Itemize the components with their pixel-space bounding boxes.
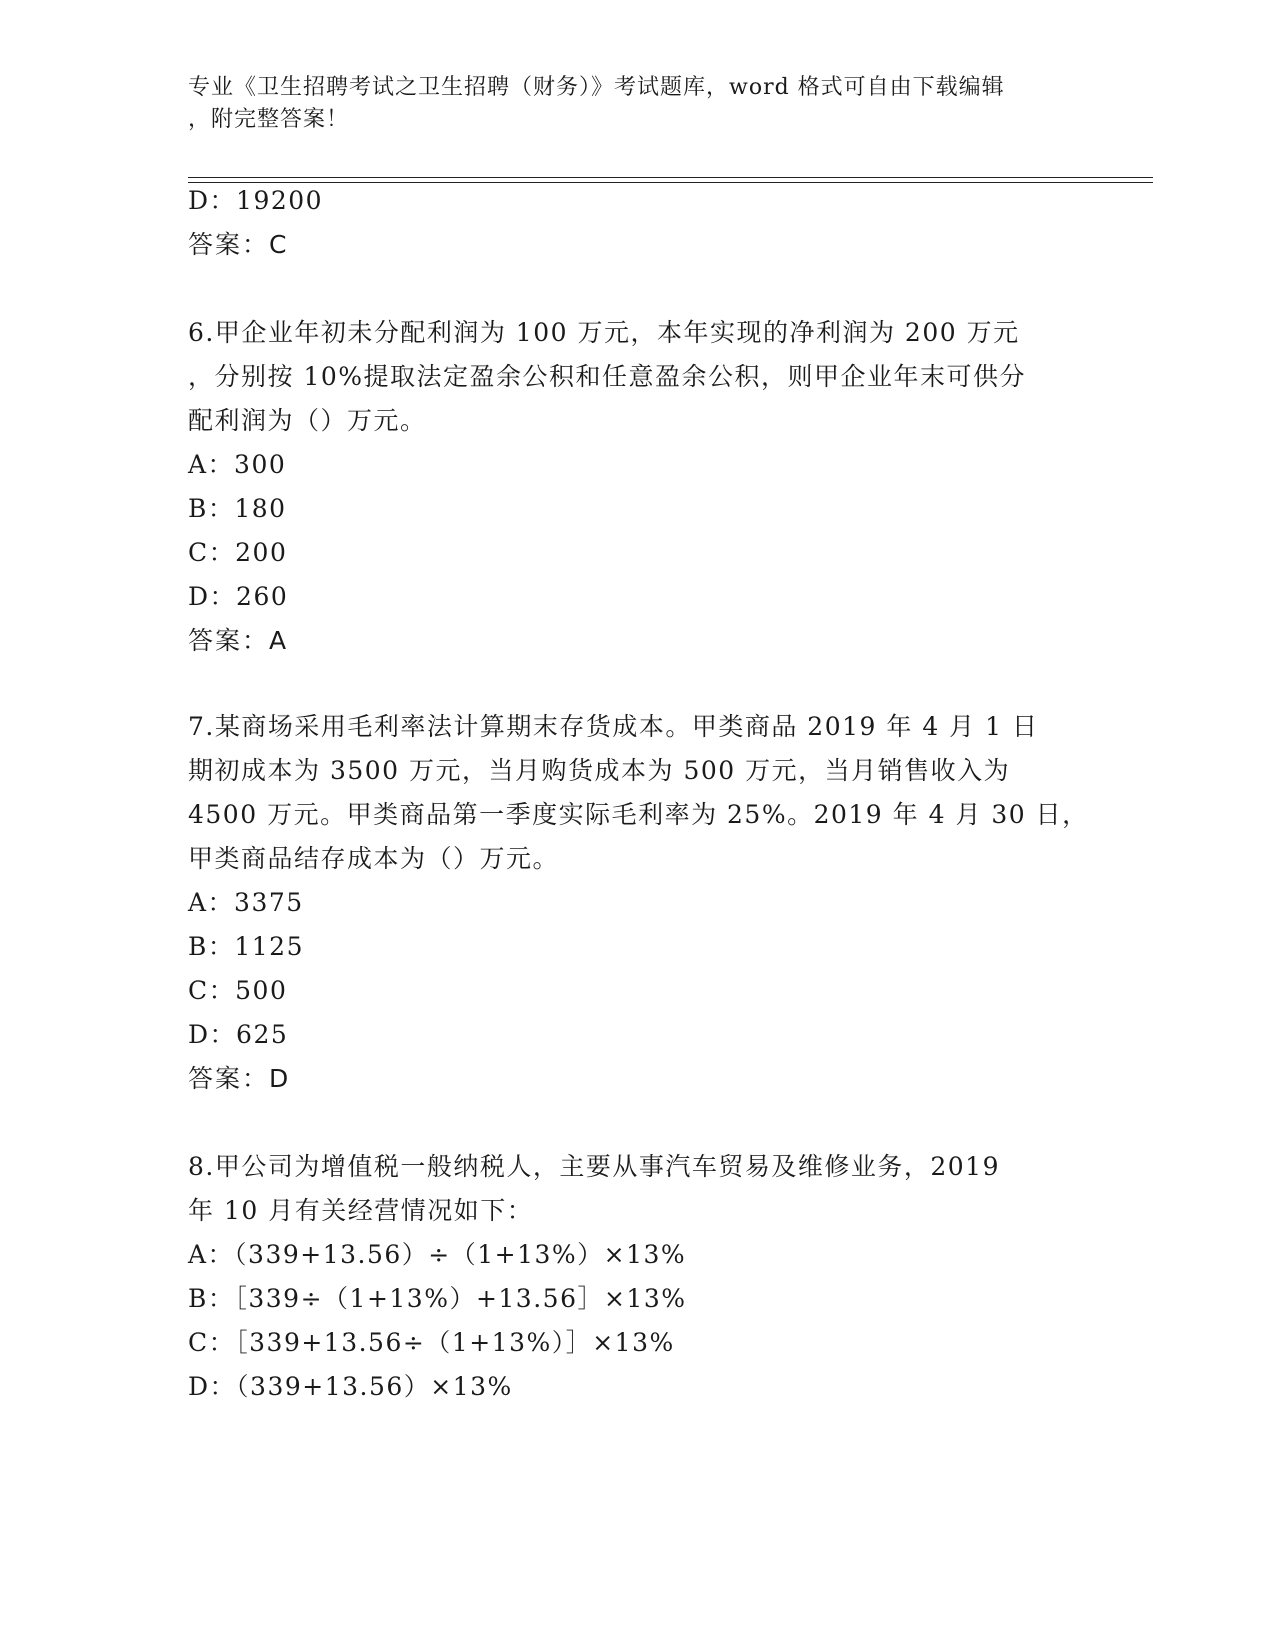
q7-answer: 答案：D: [188, 1064, 291, 1093]
header-line-2: ，附完整答案！: [188, 107, 350, 132]
q7-stem-line: 4500 万元。甲类商品第一季度实际毛利率为 25%。2019 年 4 月 30 日，: [188, 800, 1089, 829]
header-divider-top: [188, 177, 1153, 178]
document-header: [188, 72, 1068, 136]
q8-stem-line: 8.甲公司为增值税一般纳税人，主要从事汽车贸易及维修业务，2019: [188, 1152, 1000, 1181]
header-line-1: 专业《卫生招聘考试之卫生招聘（财务）》考试题库，word 格式可自由下载编辑: [188, 75, 1005, 100]
q7-option-c: C：500: [188, 976, 288, 1005]
q8-stem-line: 年 10 月有关经营情况如下：: [188, 1196, 534, 1225]
q7-option-a: A：3375: [188, 888, 304, 917]
q7-stem-line: 7.某商场采用毛利率法计算期末存货成本。甲类商品 2019 年 4 月 1 日: [188, 712, 1039, 741]
q6-answer: 答案：A: [188, 626, 289, 655]
q6-stem-line: 配利润为（）万元。: [188, 406, 427, 435]
q8-option-d: D：（339+13.56）×13%: [188, 1372, 513, 1401]
q5-option-d: D：19200: [188, 186, 324, 215]
q7-option-b: B：1125: [188, 932, 304, 961]
q5-answer: 答案：C: [188, 230, 289, 259]
header-divider-bottom: [188, 182, 1153, 183]
q6-stem-line: 6.甲企业年初未分配利润为 100 万元，本年实现的净利润为 200 万元: [188, 318, 1020, 347]
q8-option-b: B：［339÷（1+13%）+13.56］×13%: [188, 1284, 687, 1313]
q6-option-a: A：300: [188, 450, 287, 479]
q7-stem-line: 期初成本为 3500 万元，当月购货成本为 500 万元，当月销售收入为: [188, 756, 1011, 785]
q7-option-d: D：625: [188, 1020, 289, 1049]
q7-stem-line: 甲类商品结存成本为（）万元。: [188, 844, 560, 873]
q6-option-c: C：200: [188, 538, 288, 567]
q8-option-a: A：（339+13.56）÷（1+13%）×13%: [188, 1240, 687, 1269]
q6-option-b: B：180: [188, 494, 287, 523]
q8-option-c: C：［339+13.56÷（1+13%）］×13%: [188, 1328, 675, 1357]
q6-option-d: D：260: [188, 582, 289, 611]
q6-stem-line: ，分别按 10%提取法定盈余公积和任意盈余公积，则甲企业年末可供分: [188, 362, 1027, 391]
